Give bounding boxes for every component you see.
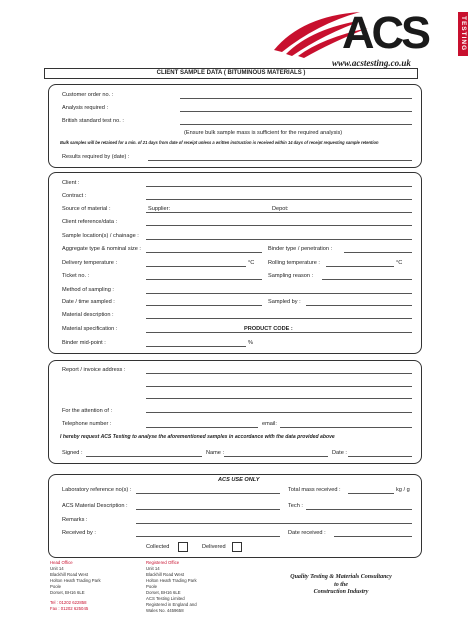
report-address-line-3[interactable] [146, 398, 412, 399]
client-reference-label: Client reference/data : [62, 219, 118, 225]
remarks-label: Remarks : [62, 517, 88, 523]
brand-url: www.acstesting.co.uk [332, 58, 411, 68]
registered-office-line: Dorset, BH16 6LE [146, 590, 181, 595]
head-office-line: Blackhill Road West [50, 572, 89, 577]
depot-label: Depot: [272, 206, 289, 212]
report-address-label: Report / invoice address : [62, 367, 126, 373]
brand-vertical: TESTING [458, 12, 468, 56]
head-office [50, 560, 101, 612]
analysis-required-label: Analysis required : [62, 105, 109, 111]
name-field[interactable] [224, 456, 328, 457]
head-office-fax: Fax : 01202 625045 [50, 606, 89, 611]
remarks-field[interactable] [136, 523, 412, 524]
ticket-field[interactable] [146, 279, 262, 280]
date-field[interactable] [348, 456, 412, 457]
collected-label: Collected [146, 544, 170, 550]
delivery-temp-unit: °C [248, 260, 255, 266]
received-by-label: Received by : [62, 530, 96, 536]
tagline-line: Construction Industry [313, 589, 369, 595]
source-label: Source of material : [62, 206, 111, 212]
binder-mid-field[interactable] [146, 346, 246, 347]
rolling-temp-field[interactable] [326, 266, 394, 267]
material-spec-label: Material specification : [62, 326, 118, 332]
total-mass-label: Total mass received : [288, 487, 341, 493]
report-address-line-2[interactable] [146, 386, 412, 387]
attention-field[interactable] [146, 412, 412, 413]
results-required-field[interactable] [148, 160, 412, 161]
registered-office-title: Registered Office [146, 560, 180, 565]
date-time-label: Date / time sampled : [62, 299, 115, 305]
head-office-tel: Tel : 01202 622858 [50, 600, 87, 605]
british-standard-label: British standard test no. : [62, 118, 124, 124]
product-code-label: PRODUCT CODE : [244, 326, 293, 332]
delivered-label: Delivered [202, 544, 226, 550]
signed-field[interactable] [86, 456, 202, 457]
method-label: Method of sampling : [62, 287, 114, 293]
sample-location-label: Sample location(s) / chainage : [62, 233, 139, 239]
registered-office-line: Unit 14 [146, 566, 160, 571]
sampled-by-field[interactable] [306, 305, 412, 306]
material-desc-label: Material description : [62, 312, 114, 318]
lab-ref-field[interactable] [136, 493, 280, 494]
delivery-temp-label: Delivery temperature : [62, 260, 118, 266]
signed-label: Signed : [62, 450, 83, 456]
registered-office-line: Blackhill Road West [146, 572, 185, 577]
date-label: Date : [332, 450, 347, 456]
head-office-line: Unit 14 [50, 566, 64, 571]
report-address-line-1[interactable] [146, 373, 412, 374]
head-office-line: Poole [50, 584, 61, 589]
telephone-field[interactable] [146, 427, 258, 428]
customer-order-label: Customer order no. : [62, 92, 114, 98]
name-label: Name : [206, 450, 225, 456]
sampling-reason-field[interactable] [322, 279, 412, 280]
acs-material-field[interactable] [136, 509, 280, 510]
aggregate-field[interactable] [146, 252, 262, 253]
material-desc-field[interactable] [146, 318, 412, 319]
email-field[interactable] [280, 427, 412, 428]
contract-label: Contract : [62, 193, 87, 199]
client-field[interactable] [146, 186, 412, 187]
binder-type-label: Binder type / penetration : [268, 246, 333, 252]
email-label: email: [262, 421, 277, 427]
delivered-checkbox[interactable] [232, 542, 242, 552]
head-office-line: Dorset, BH16 6LE [50, 590, 85, 595]
tagline-line: Quality Testing & Materials Consultancy [290, 574, 392, 580]
registered-office-line: Registered in England and [146, 602, 197, 607]
ensure-note: (Ensure bulk sample mass is sufficient for the required analysis) [184, 130, 343, 136]
material-spec-field[interactable] [146, 332, 412, 333]
mass-unit: kg / g [396, 487, 410, 493]
tech-field[interactable] [306, 509, 412, 510]
contract-field[interactable] [146, 199, 412, 200]
supplier-label: Supplier: [148, 206, 171, 212]
collected-checkbox[interactable] [178, 542, 188, 552]
registered-office-line: Wales No. 4459658 [146, 608, 184, 613]
lab-ref-label: Laboratory reference no(s) : [62, 487, 132, 493]
acs-use-title: ACS USE ONLY [218, 477, 260, 483]
tagline-line: to the [334, 581, 348, 588]
ticket-label: Ticket no. : [62, 273, 90, 279]
date-received-label: Date received : [288, 530, 326, 536]
registered-office-line: ACS Testing Limited [146, 596, 185, 601]
client-label: Client : [62, 180, 80, 186]
rolling-temp-unit: °C [396, 260, 403, 266]
date-received-field[interactable] [334, 536, 412, 537]
tech-label: Tech : [288, 503, 303, 509]
results-required-label: Results required by (date) : [62, 154, 130, 160]
date-time-field[interactable] [146, 305, 262, 306]
registered-office [146, 560, 197, 614]
binder-mid-label: Binder mid-point : [62, 340, 106, 346]
bulk-retention-note: Bulk samples will be retained for a min. of 21 days from date of receipt unless a written instruction is received within 14 days of receipt requesting sample retention [60, 140, 379, 145]
binder-mid-unit: % [248, 340, 253, 346]
customer-order-field[interactable] [180, 98, 412, 99]
registered-office-line: Holton Heath Trading Park [146, 578, 197, 583]
binder-type-field[interactable] [344, 252, 412, 253]
tagline [276, 574, 406, 597]
sampling-reason-label: Sampling reason : [268, 273, 314, 279]
brand-name: ACS [342, 7, 429, 58]
british-standard-field[interactable] [180, 124, 412, 125]
sample-location-field[interactable] [146, 239, 412, 240]
attention-label: For the attention of : [62, 408, 113, 414]
aggregate-label: Aggregate type & nominal size : [62, 246, 141, 252]
method-field[interactable] [146, 293, 412, 294]
received-by-field[interactable] [136, 536, 280, 537]
delivery-temp-field[interactable] [146, 266, 246, 267]
analysis-required-field[interactable] [180, 111, 412, 112]
telephone-label: Telephone number : [62, 421, 112, 427]
request-statement: I hereby request ACS Testing to analyse the aforementioned samples in accordance with the data provided above [60, 434, 335, 440]
head-office-title: Head Office [50, 560, 73, 565]
acs-logo [272, 6, 468, 68]
registered-office-line: Poole [146, 584, 157, 589]
client-reference-field[interactable] [146, 225, 412, 226]
sampled-by-label: Sampled by : [268, 299, 301, 305]
total-mass-field[interactable] [348, 493, 394, 494]
head-office-line: Holton Heath Trading Park [50, 578, 101, 583]
rolling-temp-label: Rolling temperature : [268, 260, 320, 266]
acs-material-label: ACS Material Description : [62, 503, 128, 509]
form-title: CLIENT SAMPLE DATA ( BITUMINOUS MATERIALS ) [44, 68, 418, 79]
